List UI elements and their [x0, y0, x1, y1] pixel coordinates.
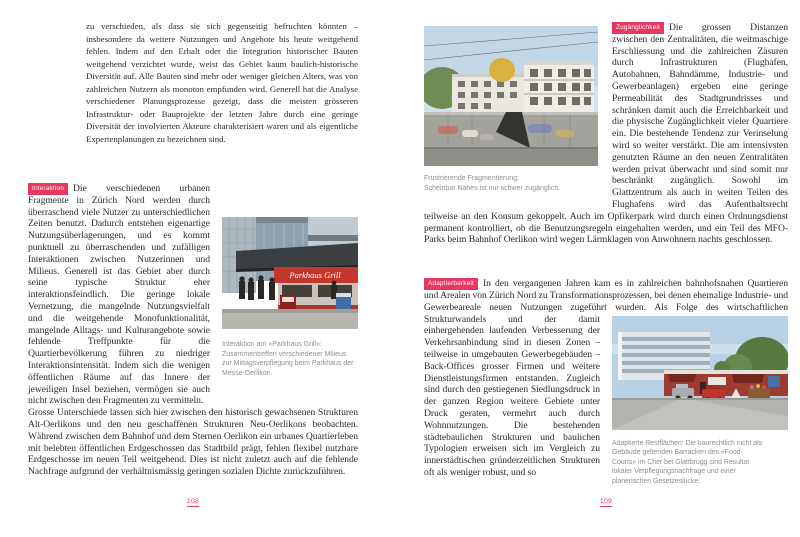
- figure-fragmentierung: [424, 26, 598, 193]
- interaktion-text: Die verschiedenen urbanen Fragmente in Zürich Nord werden durch überraschend viele Nutzer zu unterschiedlichen Zeiten benutzt. Dadurch entstehen eigenartige Nutzungsüberlagerungen, und es kommt punktuell zu überraschenden und zufälligen Interaktionen zwischen Nutzerinnen und Milieus. Generell ist das Gebiet aber durch seine typische Struktur eher interaktionsfeindlich. Die geringe lokale Vernetzung, die mangelnde Nutzungsvielfalt und die weitgehende Monofunktionalität, mangelnde Alltags- und Kulturangebote sowie fehlende Treffpunkte für die Quartierbevölkerung führen zu niedriger Interaktionsintensität. Indem sich die wenigen öffentlichen Räume auf das Innere der jeweiligen Insel beziehen, vermögen sie auch nicht zwischen den Fragmenten zu vermitteln.: [28, 183, 210, 407]
- adaptierbarkeit-intro: In den vergangenen Jahren kam es in zahlreichen bahnhofsnahen Quartieren und Arealen von Zürich Nord zu Transformationsprozessen, bei denen ehemalige Industrie- und Gewerbeareale neuen Nutzungen zugeführt wurden.: [424, 278, 788, 313]
- zugaenglichkeit-text: Die grossen Distanzen zwischen den Zentralitäten, die weitmaschige Erschliessung und die zahlreichen Zäsuren durch Infrastrukturen (Flughafen, Autobahnen, Bahndämme, Industrie- und Gewerbeanlagen) ergeben eine geringe Permeabilität des Stadtgrundrisses und schränken damit auch die Erreichbarkeit und die physische Zugänglichkeit vieler Quartiere ein. Die bestehende Tendenz zur Verinselung wird so weiter verstärkt. Die am intensivsten genutzten Räume an den neuen Zentralitäten werden privat überwacht und sind somit nur beschränkt zugänglich. Sowohl im Glattzentrum als auch in weiten Teilen des Flughafens wird das Aufenthaltsrecht teilweise an den Konsum gekoppelt. Auch im Opfikerpark wird durch einen Ordnungsdienst permanent kontrolliert, ob die Benutzungsregeln eingehalten werden, und ein Teil des MFO-Parks beim Bahnhof Oerlikon wird wegen Lärmklagen von Anwohnern nachts geschlossen.: [424, 22, 788, 246]
- figure-food-court: [612, 316, 788, 487]
- parkhaus-grill-photo: [222, 217, 358, 329]
- paragraph-adaptierbarkeit: [424, 278, 789, 485]
- keyword-tag-interaktion: Interaktion: [28, 183, 68, 195]
- figure-caption-fragmentierung: Frustrierende Fragmentierung: Scheinbar Nahes ist nur schwer zugänglich.: [424, 175, 561, 192]
- keyword-tag-zugaenglichkeit: Zugänglichkeit: [612, 22, 664, 34]
- page-number-right: 109: [599, 498, 613, 505]
- food-court-photo: [612, 316, 788, 430]
- intro-paragraph: zu verschieden, als dass sie sich gegenseitig befruchten könnten – insbesondere da weitere Nutzungen und Angebote bis heute weitgehend fehlen. Indem auf den Erhalt oder die Integration historischer Bauten weitgehend verzichtet wurde, weist das Gebiet kaum baulich-historische Diversität auf. Alle Bauten sind mehr oder weniger gleichen Alters, was von zahlreichen Nutzern als monoton empfunden wird. Generell hat die Analyse verschiedener Planungsprozesse gezeigt, dass die meisten grösseren Infrastruktur- oder Bauprojekte der letzten Jahre durch eine geringe Diversität der involvierten Akteure charakterisiert waren und als eigentliche Expertenplanungen zu bezeichnen sind.: [86, 21, 358, 144]
- parkhaus-grill-sign-text: Parkhaus Grill: [289, 270, 341, 280]
- adaptierbarkeit-rest: Als Folge des wirtschaftlichen Strukturwandels und der damit einhergehenden laufenden Verbesserung der Verkehrsanbindung sind in diesen Zonen – teilweise in umgebauten Gewerbegebäuden – Back-Offices grosser Firmen und weitere Dienstleistungsfirmen entstanden. Zugleich sind durch den gestiegenen Siedlungsdruck in der ganzen Region weitere Gebiete unter Druck geraten, vermehrt auch durch Wohnnutzungen. Die bestehenden städtebaulichen Strukturen und baulichen Typologien erweisen sich im Vergleich zu innerstädtischen gründerzeitlichen Strukturen oft als weniger robust, und so: [424, 301, 789, 478]
- section-adaptierbarkeit: [424, 278, 789, 485]
- section-interaktion: [28, 183, 358, 478]
- figure-caption-food-court: Adaptierte Restflächen: Die baurechtlich nicht als Gebäude geltenden Barracken des «Food-Courts» im Cher bei Glattbrugg sind Resultat lokaler Verpflegungsnachfrage und einer planerischen Gesetzeslücke.: [612, 439, 763, 485]
- page-number-left: 108: [186, 498, 200, 505]
- figure-caption-parkhaus: Interaktion am «Parkhaus Grill»: Zusammentreffen verschiedener Milieus zur Mittagsverpflegung beim Parkhaus der Messe Oerlikon.: [222, 341, 354, 377]
- figure-parkhaus-grill: [222, 217, 358, 378]
- fragmentierung-photo: [424, 26, 598, 166]
- page-right: [424, 22, 788, 510]
- keyword-tag-adaptierbarkeit: Adaptierbarkeit: [424, 278, 478, 290]
- page-left: [28, 20, 358, 510]
- section-zugaenglichkeit: [424, 22, 788, 246]
- continuation-paragraph: Grosse Unterschiede lassen sich hier zwischen den historisch gewachsenen Strukturen Alt-Oerlikons und den neu geschaffenen Strukturen Neu-Oerlikons beobachten. Während zwischen dem Bahnhof und dem Sternen Oerlikon ein urbanes Quartierleben mit belebten öffentlichen Erdgeschossen das Stadtbild prägt, fehlen flexibel nutzbare Erdgeschosse im neuen Teil weitgehend. Dies ist nicht zuletzt auch auf die fehlende Nachfrage aufgrund der verhältnismässig geringen sozialen Dichte zurückzuführen.: [28, 407, 358, 478]
